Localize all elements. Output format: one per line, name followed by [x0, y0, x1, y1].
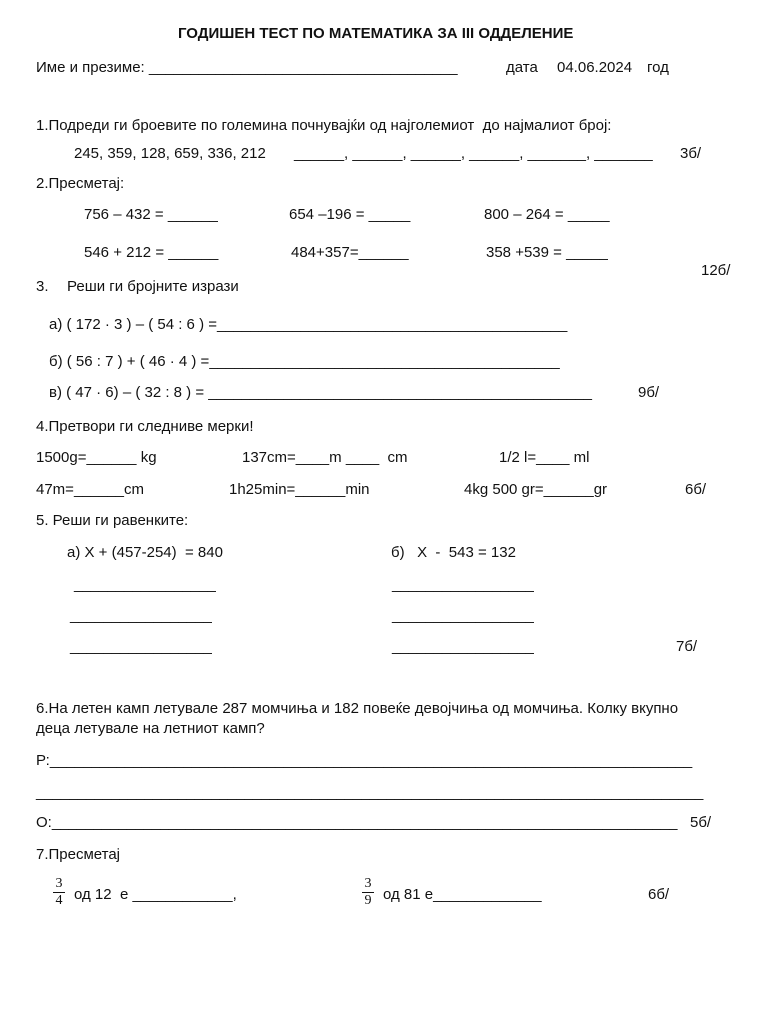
task7-item-1[interactable]: од 12 е ____________, [74, 886, 237, 903]
date-label: дата [506, 59, 538, 76]
task3-expr-b[interactable]: б) ( 56 : 7 ) + ( 46 · 4 ) =__________________________________________ [49, 353, 560, 370]
task2-expr[interactable]: 800 – 264 = _____ [484, 206, 610, 223]
task3-points: 9б/ [638, 384, 660, 401]
task7-points: 6б/ [648, 886, 670, 903]
task4-points: 6б/ [685, 481, 707, 498]
task6-prompt-line1: 6.На летен камп летувале 287 момчиња и 182 повеќе девојчиња од момчиња. Колку вкупно [36, 700, 679, 717]
task3-prompt: Реши ги бројните изрази [67, 278, 239, 295]
task3-expr-a[interactable]: а) ( 172 · 3 ) – ( 54 : 6 ) =__________________________________________ [49, 316, 568, 333]
answer-line[interactable]: О:___________________________________________________________________________ [36, 814, 678, 831]
task2-expr[interactable]: 756 – 432 = ______ [84, 206, 218, 223]
answer-line[interactable]: _________________ [70, 607, 212, 624]
fraction-three-quarters [52, 877, 66, 908]
year-label: год [647, 59, 669, 76]
task1-points: 3б/ [680, 145, 702, 162]
task4-conversion[interactable]: 1h25min=______min [229, 481, 370, 498]
task4-conversion[interactable]: 137cm=____m ____ cm [242, 449, 408, 466]
name-field[interactable]: Име и презиме: _____________________________________ [36, 59, 458, 76]
task4-conversion[interactable]: 1500g=______ kg [36, 449, 157, 466]
fraction-numerator: 3 [55, 876, 63, 891]
task1-prompt: 1.Подреди ги броевите по големина почнувајќи од најголемиот до најмалиот број: [36, 117, 612, 134]
answer-line[interactable]: _________________ [70, 638, 212, 655]
task7-item-2[interactable]: од 81 е_____________ [383, 886, 542, 903]
task2-expr[interactable]: 484+357=______ [291, 244, 409, 261]
solution-line[interactable]: Р:_____________________________________________________________________________ [36, 752, 693, 769]
task2-prompt: 2.Пресметај: [36, 175, 125, 192]
date-value: 04.06.2024 [557, 59, 633, 76]
task5-points: 7б/ [676, 638, 698, 655]
answer-line[interactable]: _________________ [392, 607, 534, 624]
page-title: ГОДИШЕН ТЕСТ ПО МАТЕМАТИКА ЗА III ОДДЕЛЕНИЕ [178, 25, 574, 42]
fraction-numerator: 3 [364, 876, 372, 891]
task7-prompt: 7.Пресметај [36, 846, 121, 863]
task3-number: 3. [36, 278, 49, 295]
answer-line[interactable]: _________________ [74, 576, 216, 593]
task2-expr[interactable]: 654 –196 = _____ [289, 206, 411, 223]
task6-prompt-line2: деца летувале на летниот камп? [36, 720, 265, 737]
task4-conversion[interactable]: 4kg 500 gr=______gr [464, 481, 608, 498]
task2-expr[interactable]: 546 + 212 = ______ [84, 244, 219, 261]
fraction-denominator: 4 [55, 893, 63, 908]
task4-prompt: 4.Претвори ги следниве мерки! [36, 418, 254, 435]
fraction-denominator: 9 [364, 893, 372, 908]
task1-answer-blanks[interactable]: ______, ______, ______, ______, _______, _______ [294, 145, 653, 162]
task5-prompt: 5. Реши ги равенките: [36, 512, 189, 529]
task1-numbers: 245, 359, 128, 659, 336, 212 [74, 145, 266, 162]
task4-conversion[interactable]: 47m=______cm [36, 481, 144, 498]
answer-line[interactable]: _________________ [392, 576, 534, 593]
fraction-three-ninths [361, 877, 375, 908]
task2-points: 12б/ [701, 262, 731, 279]
solution-line-continued[interactable]: ________________________________________________________________________________ [36, 784, 704, 801]
task5-equation-b: б) X - 543 = 132 [391, 544, 516, 561]
task3-expr-c[interactable]: в) ( 47 · 6) – ( 32 : 8 ) = ______________________________________________ [49, 384, 593, 401]
task2-expr[interactable]: 358 +539 = _____ [486, 244, 608, 261]
task4-conversion[interactable]: 1/2 l=____ ml [499, 449, 590, 466]
task5-equation-a: а) X + (457-254) = 840 [67, 544, 223, 561]
task6-points: 5б/ [690, 814, 712, 831]
answer-line[interactable]: _________________ [392, 638, 534, 655]
